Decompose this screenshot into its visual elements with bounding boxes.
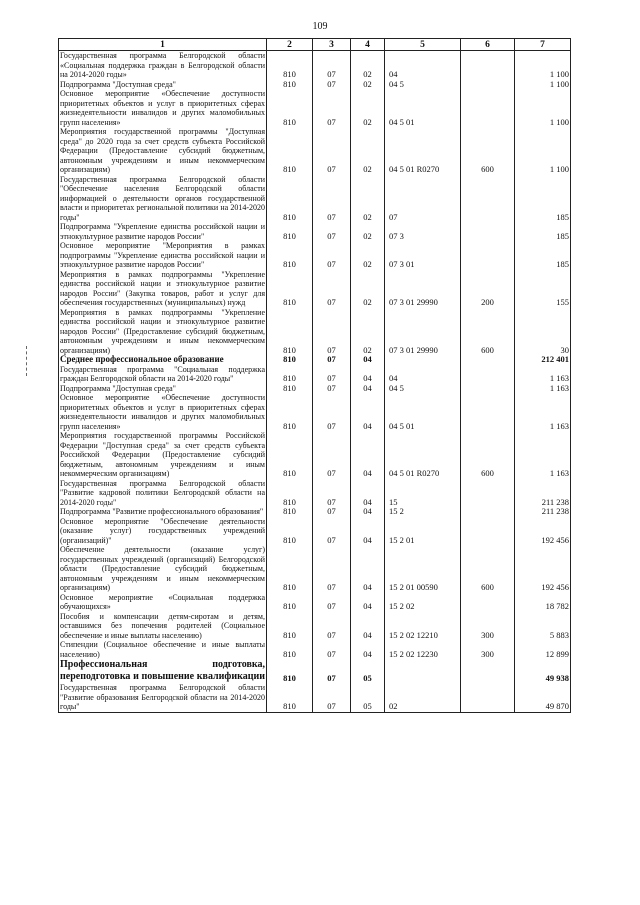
row-section-code: 07	[313, 612, 351, 641]
row-section-code: 07	[313, 51, 351, 80]
table-row	[59, 659, 571, 683]
row-expense-type	[461, 593, 515, 612]
row-amount: 1 163	[515, 384, 571, 394]
row-expense-type: 600	[461, 308, 515, 356]
row-amount: 1 163	[515, 365, 571, 384]
row-subsection-code: 05	[351, 683, 385, 712]
row-target-article: 07 3 01 29990	[385, 308, 461, 356]
row-target-article: 15 2 01 00590	[385, 545, 461, 593]
row-description: Мероприятия государственной программы "Доступная среда" до 2020 года за счет средств субъекта Российской Федерации (Предоставление субсидий бюджетным, автономным учреждениям и иным некоммерческим организациям)	[60, 127, 265, 174]
row-description: Среднее профессиональное образование	[59, 355, 267, 365]
row-amount: 1 100	[515, 80, 571, 90]
row-subsection-code: 04	[351, 431, 385, 479]
row-expense-type	[461, 393, 515, 431]
row-description: Государственная программа "Социальная поддержка граждан Белгородской области на 2014-2020 годы"	[60, 364, 265, 383]
row-section-code: 07	[313, 365, 351, 384]
row-target-article: 04	[385, 365, 461, 384]
row-ministry-code: 810	[267, 640, 313, 659]
row-section-code: 07	[313, 640, 351, 659]
row-expense-type	[461, 222, 515, 241]
row-section-code: 07	[313, 80, 351, 90]
table-body	[59, 51, 571, 713]
row-amount: 1 163	[515, 431, 571, 479]
row-subsection-code: 04	[351, 393, 385, 431]
row-description: Пособия и компенсации детям-сиротам и детям, оставшимся без попечения родителей (Социальное обеспечение и иные выплаты населению)	[60, 611, 265, 640]
row-section-code: 07	[313, 479, 351, 508]
page-number: 109	[312, 21, 328, 32]
row-subsection-code: 04	[351, 612, 385, 641]
row-description: Подпрограмма "Укрепление единства российской нации и этнокультурное развитие народов России"	[60, 222, 265, 241]
row-ministry-code: 810	[267, 612, 313, 641]
row-ministry-code: 810	[267, 270, 313, 308]
row-expense-type	[461, 517, 515, 546]
row-target-article: 15 2 02	[385, 593, 461, 612]
table-row	[59, 222, 571, 241]
row-amount: 30	[515, 308, 571, 356]
row-section-code: 07	[313, 384, 351, 394]
row-ministry-code: 810	[267, 89, 313, 127]
row-subsection-code: 02	[351, 270, 385, 308]
table-row	[59, 308, 571, 356]
row-amount: 5 883	[515, 612, 571, 641]
table-row	[59, 127, 571, 175]
row-description: Мероприятия в рамках подпрограммы "Укрепление единства российской нации и этнокультурное развитие народов России" (Закупка товаров, работ и услуг для обеспечения государственных (муниципальных) нужд	[60, 269, 265, 307]
row-target-article: 04 5	[385, 384, 461, 394]
row-amount: 192 456	[515, 517, 571, 546]
row-expense-type: 600	[461, 127, 515, 175]
table-row	[59, 355, 571, 365]
row-ministry-code: 810	[267, 507, 313, 517]
row-target-article: 04 5	[385, 80, 461, 90]
row-subsection-code: 02	[351, 308, 385, 356]
row-section-code: 07	[313, 355, 351, 365]
row-subsection-code: 04	[351, 640, 385, 659]
table-row	[59, 270, 571, 308]
row-ministry-code: 810	[267, 127, 313, 175]
row-expense-type	[461, 683, 515, 712]
row-amount: 1 163	[515, 393, 571, 431]
table-row	[59, 479, 571, 508]
table-row	[59, 683, 571, 712]
row-subsection-code: 04	[351, 545, 385, 593]
table-row	[59, 612, 571, 641]
table-row	[59, 640, 571, 659]
row-ministry-code: 810	[267, 355, 313, 365]
row-expense-type: 300	[461, 640, 515, 659]
row-ministry-code: 810	[267, 308, 313, 356]
row-description: Государственная программа Белгородской области «Социальная поддержка граждан в Белгородской области на 2014-2020 годы»	[60, 51, 265, 79]
row-subsection-code: 02	[351, 127, 385, 175]
row-section-code: 07	[313, 89, 351, 127]
row-target-article: 07	[385, 175, 461, 223]
row-amount: 1 100	[515, 89, 571, 127]
row-amount: 192 456	[515, 545, 571, 593]
row-ministry-code: 810	[267, 393, 313, 431]
row-subsection-code: 04	[351, 384, 385, 394]
row-description: Стипендии (Социальное обеспечение и иные выплаты населению)	[60, 640, 265, 659]
row-expense-type: 200	[461, 270, 515, 308]
row-section-code: 07	[313, 393, 351, 431]
row-description: Основное мероприятие "Мероприятия в рамках подпрограммы "Укрепление единства российской нации и этнокультурное развитие народов России"	[60, 241, 265, 269]
row-amount: 185	[515, 222, 571, 241]
row-expense-type	[461, 89, 515, 127]
column-header-7: 7	[515, 39, 571, 51]
row-target-article: 04 5 01	[385, 393, 461, 431]
table-header-row	[59, 39, 571, 51]
column-header-5: 5	[385, 39, 461, 51]
row-section-code: 07	[313, 593, 351, 612]
column-header-3: 3	[313, 39, 351, 51]
table-row	[59, 593, 571, 612]
row-target-article: 07 3	[385, 222, 461, 241]
row-expense-type	[461, 51, 515, 80]
row-ministry-code: 810	[267, 659, 313, 683]
budget-table	[58, 38, 571, 713]
table-row	[59, 175, 571, 223]
row-section-code: 07	[313, 175, 351, 223]
table-row	[59, 51, 571, 80]
row-target-article: 15 2 02 12210	[385, 612, 461, 641]
row-target-article: 04	[385, 51, 461, 80]
row-subsection-code: 02	[351, 175, 385, 223]
row-ministry-code: 810	[267, 479, 313, 508]
row-description: Профессиональная подготовка, переподготовка и повышение квалификации	[60, 659, 265, 682]
row-subsection-code: 02	[351, 51, 385, 80]
column-header-4: 4	[351, 39, 385, 51]
row-ministry-code: 810	[267, 365, 313, 384]
table-row	[59, 384, 571, 394]
row-target-article	[385, 659, 461, 683]
row-description: Основное мероприятие «Обеспечение доступности приоритетных объектов и услуг в приоритетных сферах жизнедеятельности инвалидов и других маломобильных групп населения»	[60, 89, 265, 127]
row-ministry-code: 810	[267, 51, 313, 80]
row-section-code: 07	[313, 127, 351, 175]
row-target-article: 04 5 01	[385, 89, 461, 127]
row-description: Основное мероприятие "Обеспечение деятельности (оказание услуг) государственных учреждений (организаций)"	[60, 516, 265, 545]
row-section-code: 07	[313, 241, 351, 270]
row-amount: 49 870	[515, 683, 571, 712]
row-subsection-code: 02	[351, 222, 385, 241]
row-amount: 18 782	[515, 593, 571, 612]
row-expense-type	[461, 659, 515, 683]
row-ministry-code: 810	[267, 241, 313, 270]
row-target-article: 15 2 01	[385, 517, 461, 546]
row-subsection-code: 04	[351, 355, 385, 365]
row-amount: 185	[515, 175, 571, 223]
table-row	[59, 507, 571, 517]
table-row	[59, 89, 571, 127]
table-row	[59, 393, 571, 431]
row-section-code: 07	[313, 222, 351, 241]
row-subsection-code: 02	[351, 80, 385, 90]
row-section-code: 07	[313, 431, 351, 479]
row-expense-type	[461, 355, 515, 365]
row-amount: 211 238	[515, 479, 571, 508]
row-description: Основное мероприятие «Социальная поддержка обучающихся»	[60, 592, 265, 611]
binding-mark	[26, 346, 29, 376]
row-description: Подпрограмма "Доступная среда"	[59, 80, 267, 90]
column-header-1: 1	[59, 39, 267, 51]
row-target-article: 15	[385, 479, 461, 508]
row-expense-type	[461, 175, 515, 223]
row-section-code: 07	[313, 507, 351, 517]
row-section-code: 07	[313, 545, 351, 593]
table-row	[59, 517, 571, 546]
row-subsection-code: 04	[351, 507, 385, 517]
row-section-code: 07	[313, 517, 351, 546]
row-ministry-code: 810	[267, 222, 313, 241]
row-description: Подпрограмма "Развитие профессионального образования"	[59, 507, 267, 517]
table-row	[59, 80, 571, 90]
row-expense-type	[461, 479, 515, 508]
row-description: Обеспечение деятельности (оказание услуг) государственных учреждений (организаций) Белгородской области (Предоставление субсидий бюджетным, автономным учреждениям и иным некоммерческим организациям)	[60, 545, 265, 592]
row-target-article: 02	[385, 683, 461, 712]
table-row	[59, 241, 571, 270]
row-ministry-code: 810	[267, 517, 313, 546]
row-subsection-code: 04	[351, 479, 385, 508]
row-ministry-code: 810	[267, 545, 313, 593]
row-amount: 1 100	[515, 51, 571, 80]
row-description: Подпрограмма "Доступная среда"	[59, 384, 267, 394]
row-description: Мероприятия в рамках подпрограммы "Укрепление единства российской нации и этнокультурное развитие народов России" (Предоставление субсидий бюджетным, автономным учреждениям и иным некоммерческим организациям)	[60, 307, 265, 355]
row-description: Государственная программа Белгородской области "Обеспечение населения Белгородской области информацией о деятельности органов государственной власти и приоритетах региональной политики на 2014-2020 годы"	[60, 174, 265, 222]
row-amount: 1 100	[515, 127, 571, 175]
column-header-6: 6	[461, 39, 515, 51]
row-amount: 185	[515, 241, 571, 270]
row-section-code: 07	[313, 683, 351, 712]
row-description: Мероприятия государственной программы Российской Федерации "Доступная среда" за счет средств субъекта Российской Федерации (Предоставление субсидий бюджетным, автономным учреждениям и иным некоммерческим организациям)	[60, 431, 265, 478]
table-row	[59, 365, 571, 384]
row-expense-type	[461, 507, 515, 517]
row-section-code: 07	[313, 270, 351, 308]
row-expense-type	[461, 80, 515, 90]
row-subsection-code: 02	[351, 89, 385, 127]
row-expense-type: 600	[461, 431, 515, 479]
row-target-article: 04 5 01 R0270	[385, 431, 461, 479]
row-subsection-code: 05	[351, 659, 385, 683]
row-target-article: 07 3 01 29990	[385, 270, 461, 308]
row-expense-type: 600	[461, 545, 515, 593]
row-amount: 155	[515, 270, 571, 308]
row-ministry-code: 810	[267, 683, 313, 712]
row-target-article	[385, 355, 461, 365]
row-expense-type	[461, 365, 515, 384]
row-expense-type	[461, 384, 515, 394]
row-ministry-code: 810	[267, 80, 313, 90]
row-expense-type	[461, 241, 515, 270]
row-target-article: 15 2 02 12230	[385, 640, 461, 659]
row-subsection-code: 02	[351, 241, 385, 270]
row-amount: 12 899	[515, 640, 571, 659]
row-description: Государственная программа Белгородской области "Развитие образования Белгородской области на 2014-2020 годы"	[60, 683, 265, 711]
row-target-article: 04 5 01 R0270	[385, 127, 461, 175]
row-ministry-code: 810	[267, 384, 313, 394]
row-amount: 49 938	[515, 659, 571, 683]
row-ministry-code: 810	[267, 175, 313, 223]
row-amount: 212 401	[515, 355, 571, 365]
row-description: Основное мероприятие «Обеспечение доступности приоритетных объектов и услуг в приоритетных сферах жизнедеятельности инвалидов и других маломобильных групп населения»	[60, 393, 265, 431]
row-subsection-code: 04	[351, 593, 385, 612]
row-section-code: 07	[313, 659, 351, 683]
row-ministry-code: 810	[267, 431, 313, 479]
row-amount: 211 238	[515, 507, 571, 517]
table-row	[59, 545, 571, 593]
row-subsection-code: 04	[351, 365, 385, 384]
row-subsection-code: 04	[351, 517, 385, 546]
column-header-2: 2	[267, 39, 313, 51]
row-target-article: 15 2	[385, 507, 461, 517]
row-target-article: 07 3 01	[385, 241, 461, 270]
row-expense-type: 300	[461, 612, 515, 641]
row-section-code: 07	[313, 308, 351, 356]
row-ministry-code: 810	[267, 593, 313, 612]
table-row	[59, 431, 571, 479]
row-description: Государственная программа Белгородской области "Развитие кадровой политики Белгородской области на 2014-2020 годы"	[60, 478, 265, 507]
